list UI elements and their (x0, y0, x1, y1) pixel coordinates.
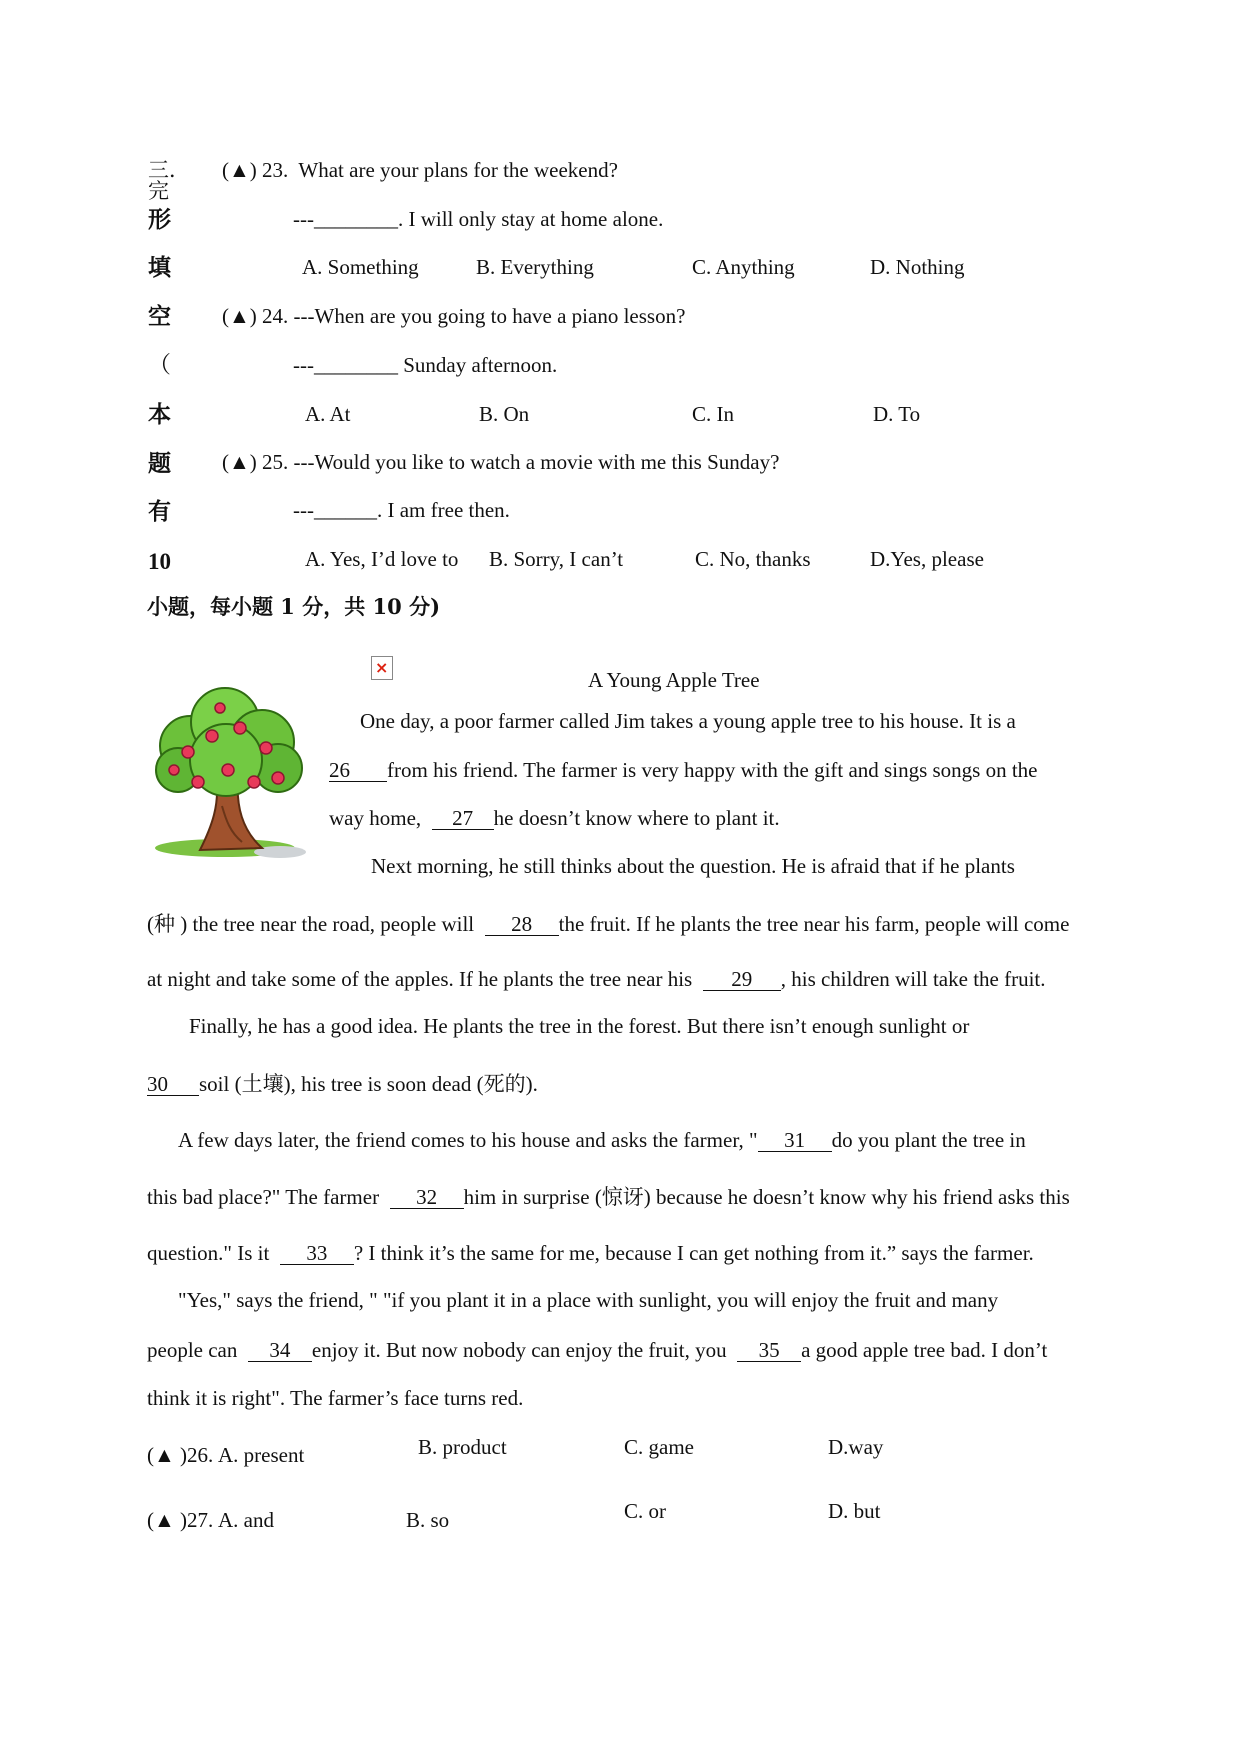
passage-line (178, 1129, 1026, 1152)
q27-mark: (▲ )27. (147, 1508, 214, 1532)
reply-text: Sunday afternoon. (397, 353, 558, 377)
passage-line (147, 1073, 538, 1096)
question-24-reply (293, 355, 557, 376)
answer-blank: 27 (432, 807, 494, 830)
passage-line: "Yes," says the friend, " "if you plant it in a place with sunlight, you will enjoy the fruit and many (178, 1288, 999, 1312)
question-text: ---When are you going to have a piano lesson? (293, 304, 686, 328)
q24-option-c: C. In (692, 402, 734, 426)
passage-line: One day, a poor farmer called Jim takes a young apple tree to his house. It is a (360, 709, 1016, 733)
q26-option-d: D.way (828, 1435, 884, 1459)
passage-line: Finally, he has a good idea. He plants the tree in the forest. But there isn’t enough sunlight or (189, 1014, 970, 1038)
passage-title: A Young Apple Tree (588, 668, 760, 692)
passage-line (147, 1242, 1034, 1265)
q26-option-a: A. present (218, 1443, 305, 1467)
q26-option-c: C. game (624, 1435, 694, 1459)
q23-option-d: D. Nothing (870, 255, 965, 279)
section-heading-char: （ (148, 352, 171, 378)
q23-option-c: C. Anything (692, 255, 795, 279)
q27-option-a: A. and (218, 1508, 274, 1532)
passage-text: he doesn’t know where to plant it. (493, 806, 780, 830)
passage-line (147, 968, 1046, 991)
reply-prefix: --- (293, 498, 314, 522)
answer-blank: 32 (390, 1186, 464, 1209)
passage-text: people can (147, 1338, 238, 1362)
reply-text: . I will only stay at home alone. (397, 207, 664, 231)
passage-text: enjoy it. But now nobody can enjoy the fruit, you (311, 1338, 727, 1362)
reply-text: . I am free then. (376, 498, 510, 522)
passage-line (329, 807, 780, 830)
answer-blank: 29 (703, 968, 781, 991)
broken-image-icon: × (371, 656, 393, 680)
passage-text: soil (土壤), his tree is soon dead (死的). (199, 1072, 538, 1096)
answer-blank: ________ (313, 207, 398, 231)
answer-blank: 30 (147, 1073, 199, 1096)
q23-option-b: B. Everything (476, 255, 594, 279)
question-text: What are your plans for the weekend? (298, 158, 618, 182)
section-heading-char: 空 (148, 303, 171, 330)
passage-line (147, 1186, 1070, 1209)
passage-text: him in surprise (惊讶) because he doesn’t know why his friend asks this (463, 1185, 1070, 1209)
answer-blank: 35 (737, 1339, 801, 1362)
q24-option-a: A. At (305, 402, 351, 426)
passage-text: A few days later, the friend comes to his house and asks the farmer, " (178, 1128, 758, 1152)
question-23-reply (293, 209, 663, 230)
answer-blank: 26 (329, 759, 387, 782)
q23-option-a: A. Something (302, 255, 419, 279)
answer-blank: 28 (485, 913, 559, 936)
question-24-stem (222, 306, 685, 327)
question-text: ---Would you like to watch a movie with me this Sunday? (293, 450, 780, 474)
section-heading-char: 形 (148, 206, 171, 233)
passage-text: , his children will take the fruit. (780, 967, 1046, 991)
passage-line: Next morning, he still thinks about the question. He is afraid that if he plants (371, 854, 1015, 878)
passage-text: do you plant the tree in (831, 1128, 1026, 1152)
passage-line (147, 913, 1069, 936)
question-23-stem (222, 160, 618, 181)
passage-text: the fruit. If he plants the tree near his farm, people will come (558, 912, 1070, 936)
passage-text: a good apple tree bad. I don’t (801, 1338, 1048, 1362)
passage-text: way home, (329, 806, 422, 830)
q25-option-d: D.Yes, please (870, 547, 984, 571)
question-mark: (▲) 25. (222, 450, 289, 474)
q26-option-b: B. product (418, 1435, 507, 1459)
passage-text: (种 ) the tree near the road, people will (147, 912, 475, 936)
answer-blank: 33 (280, 1242, 354, 1265)
section-heading-char: 10 (148, 549, 171, 574)
q25-option-b: B. Sorry, I can’t (489, 547, 624, 571)
apple-tree-illustration (150, 686, 310, 862)
q27-option-b: B. so (406, 1508, 450, 1532)
reply-prefix: --- (293, 207, 314, 231)
passage-text: from his friend. The farmer is very happy with the gift and sings songs on the (387, 758, 1038, 782)
answer-blank: ______ (313, 498, 377, 522)
section-heading-char: 有 (148, 498, 171, 525)
q25-option-a: A. Yes, I’d love to (305, 547, 459, 571)
question-25-reply (293, 500, 510, 521)
answer-blank: ________ (313, 353, 398, 377)
answer-blank: 34 (248, 1339, 312, 1362)
section-heading-char: 填 (148, 254, 171, 281)
q27-option-c: C. or (624, 1499, 666, 1523)
passage-line: think it is right". The farmer’s face turns red. (147, 1386, 524, 1410)
passage-line (329, 759, 1038, 782)
passage-text: ? I think it’s the same for me, because I can get nothing from it.” says the farmer. (353, 1241, 1034, 1265)
q27-option-d: D. but (828, 1499, 881, 1523)
section-heading-char: 本 (148, 401, 171, 428)
q26-mark: (▲ )26. (147, 1443, 214, 1467)
passage-text: at night and take some of the apples. If he plants the tree near his (147, 967, 693, 991)
question-25-stem (222, 452, 779, 473)
question-mark: (▲) 23. (222, 158, 289, 182)
section-heading-char: 题 (148, 450, 171, 477)
passage-line (147, 1339, 1047, 1362)
q25-option-c: C. No, thanks (695, 547, 811, 571)
passage-text: this bad place?" The farmer (147, 1185, 380, 1209)
q24-option-d: D. To (873, 402, 921, 426)
section-heading-char: 三．完 (148, 158, 190, 203)
question-mark: (▲) 24. (222, 304, 289, 328)
reply-prefix: --- (293, 353, 314, 377)
section-heading-tail: 小题，每小题 1 分，共 10 分) (147, 594, 441, 619)
q24-option-b: B. On (479, 402, 530, 426)
answer-blank: 31 (758, 1129, 832, 1152)
passage-text: question." Is it (147, 1241, 270, 1265)
